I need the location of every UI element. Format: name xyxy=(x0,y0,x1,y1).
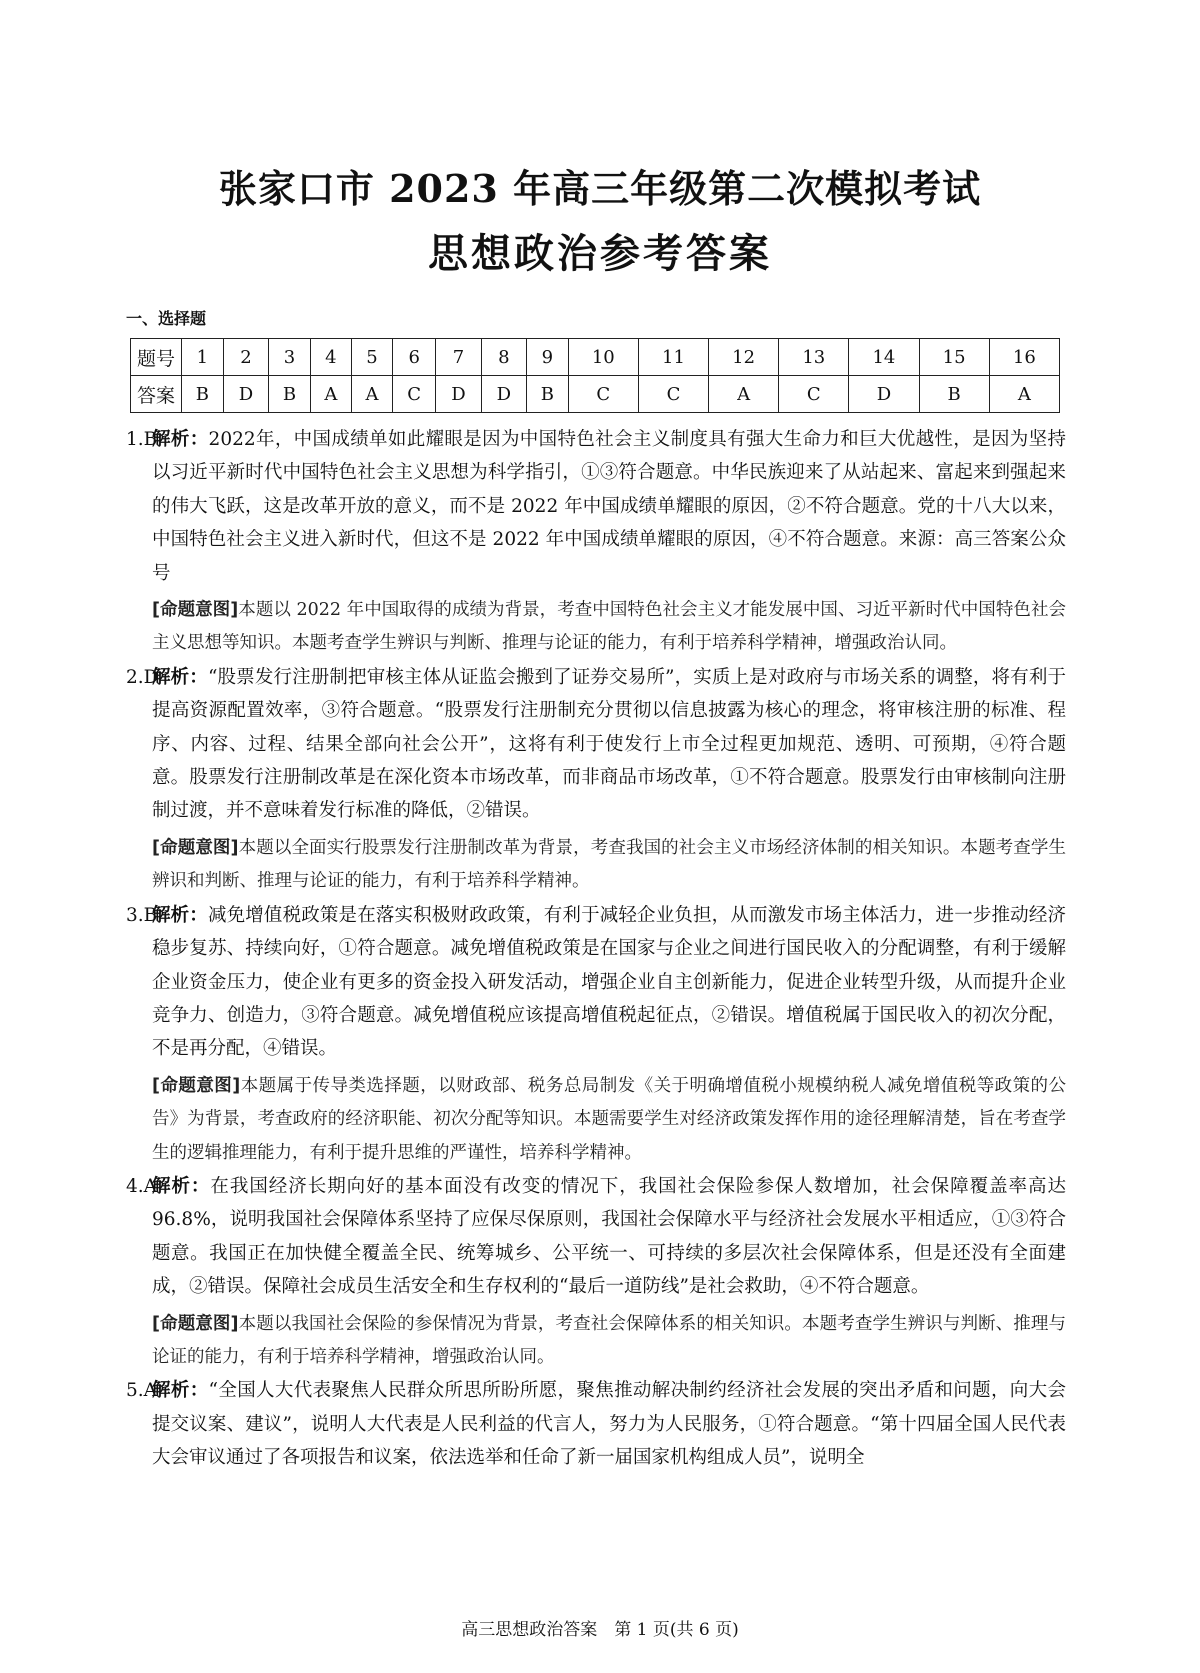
answer-cell: A xyxy=(310,376,351,413)
page-footer: 高三思想政治答案 第 1 页(共 6 页) xyxy=(461,1620,739,1640)
item-number: 5.A xyxy=(126,1380,158,1402)
analysis-label: 解析： xyxy=(152,904,208,926)
answer-cell: D xyxy=(849,376,919,413)
item-number: 1.B xyxy=(126,429,158,450)
analysis-text xyxy=(152,661,1066,828)
question-number: 16 xyxy=(989,339,1059,376)
question-number: 9 xyxy=(526,339,568,376)
answer-cell: C xyxy=(392,376,435,413)
analysis-item xyxy=(126,1170,1066,1304)
answer-cell: D xyxy=(436,376,481,413)
analysis-text xyxy=(152,1170,1066,1304)
question-number: 10 xyxy=(568,339,638,376)
intent-block xyxy=(126,1070,1066,1170)
intent-label: [命题意图] xyxy=(152,600,239,621)
answer-cell: B xyxy=(269,376,311,413)
analysis-label: 解析： xyxy=(152,1380,209,1402)
answer-cell: B xyxy=(919,376,989,413)
question-number: 1 xyxy=(182,339,224,376)
question-number: 6 xyxy=(392,339,435,376)
answer-cell: A xyxy=(989,376,1059,413)
answer-cell: A xyxy=(351,376,392,413)
analysis-text xyxy=(152,899,1066,1066)
intent-label: [命题意图] xyxy=(152,837,239,858)
section-label: 一、选择题 xyxy=(126,309,207,328)
answer-cell: C xyxy=(779,376,849,413)
answer-cell: B xyxy=(526,376,568,413)
question-number: 14 xyxy=(849,339,919,376)
answer-table xyxy=(130,338,1060,413)
question-number: 7 xyxy=(436,339,481,376)
intent-content: 本题以全面实行股票发行注册制改革为背景，考查我国的社会主义市场经济体制的相关知识。本题考查学生辨识和判断、推理与论证的能力，有利于培养科学精神。 xyxy=(152,837,1066,892)
answer-cell: B xyxy=(182,376,224,413)
analysis-content: “全国人大代表聚焦人民群众所思所盼所愿，聚焦推动解决制约经济社会发展的突出矛盾和问题，向大会提交议案、建议”，说明人大代表是人民利益的代言人，努力为人民服务，①符合题意。“第十四届全国人民代表大会审议通过了各项报告和议案，依法选举和任命了新一届国家机构组成人员”，说明全 xyxy=(152,1380,1066,1469)
answer-cell: A xyxy=(709,376,779,413)
intent-block xyxy=(126,1308,1066,1375)
question-number: 11 xyxy=(638,339,708,376)
question-number: 15 xyxy=(919,339,989,376)
question-number: 4 xyxy=(310,339,351,376)
analysis-content: 减免增值税政策是在落实积极财政政策，有利于减轻企业负担，从而激发市场主体活力，进一步推动经济稳步复苏、持续向好，①符合题意。减免增值税政策是在国家与企业之间进行国民收入的分配调整，有利于缓解企业资金压力，使企业有更多的资金投入研发活动，增强企业自主创新能力，促进企业转型升级，从而提升企业竞争力、创造力，③符合题意。减免增值税应该提高增值税起征点，②错误。增值税属于国民收入的初次分配，不是再分配，④错误。 xyxy=(152,904,1066,1060)
intent-content: 本题以 2022 年中国取得的成绩为背景，考查中国特色社会主义才能发展中国、习近平新时代中国特色社会主义思想等知识。本题考查学生辨识与判断、推理与论证的能力，有利于培养科学精神，增强政治认同。 xyxy=(152,600,1066,654)
analysis-label: 解析： xyxy=(152,1175,211,1197)
intent-label: [命题意图] xyxy=(152,1313,239,1334)
analysis-content: 2022年，中国成绩单如此耀眼是因为中国特色社会主义制度具有强大生命力和巨大优越性，是因为坚持以习近平新时代中国特色社会主义思想为科学指引，①③符合题意。中华民族迎来了从站起来、富起来到强起来的伟大飞跃，这是改革开放的意义，而不是 2022 年中国成绩单耀眼的原因，②不符合题意。党的十八大以来，中国特色社会主义进入新时代，但这不是 2022 年中国成绩单耀眼的原因，④不符合题意。来源：高三答案公众号 xyxy=(152,429,1066,584)
intent-content: 本题属于传导类选择题，以财政部、税务总局制发《关于明确增值税小规模纳税人减免增值税等政策的公告》为背景，考查政府的经济职能、初次分配等知识。本题需要学生对经济政策发挥作用的途径理解清楚，旨在考查学生的逻辑推理能力，有利于提升思维的严谨性，培养科学精神。 xyxy=(152,1075,1067,1163)
item-number: 2.D xyxy=(126,666,159,688)
question-number: 12 xyxy=(709,339,779,376)
answer-cell: C xyxy=(638,376,708,413)
analysis-item xyxy=(126,423,1066,590)
answer-cell: D xyxy=(223,376,268,413)
answer-cell: D xyxy=(481,376,526,413)
analysis-label: 解析： xyxy=(152,429,209,450)
question-number: 5 xyxy=(351,339,392,376)
row-label-question: 题号 xyxy=(131,339,182,376)
intent-label: [命题意图] xyxy=(152,1075,241,1096)
analysis-text xyxy=(152,423,1066,590)
question-number-row xyxy=(131,339,1060,376)
answer-cell: C xyxy=(568,376,638,413)
intent-block xyxy=(126,832,1066,899)
exam-subtitle: 思想政治参考答案 xyxy=(428,230,772,277)
item-number: 4.A xyxy=(126,1175,158,1197)
analysis-body xyxy=(126,423,1066,1475)
question-number: 8 xyxy=(481,339,526,376)
row-label-answer: 答案 xyxy=(131,376,182,413)
intent-block xyxy=(126,594,1066,661)
intent-content: 本题以我国社会保险的参保情况为背景，考查社会保障体系的相关知识。本题考查学生辨识与判断、推理与论证的能力，有利于培养科学精神，增强政治认同。 xyxy=(152,1313,1066,1367)
question-number: 13 xyxy=(779,339,849,376)
answer-row xyxy=(131,376,1060,413)
exam-title: 张家口市 2023 年高三年级第二次模拟考试 xyxy=(218,166,982,211)
item-number: 3.B xyxy=(126,904,158,926)
analysis-item xyxy=(126,661,1066,828)
question-number: 2 xyxy=(223,339,268,376)
analysis-item xyxy=(126,1374,1066,1474)
analysis-label: 解析： xyxy=(152,666,208,688)
question-number: 3 xyxy=(269,339,311,376)
analysis-text xyxy=(152,1374,1066,1474)
analysis-content: 在我国经济长期向好的基本面没有改变的情况下，我国社会保险参保人数增加，社会保障覆盖率高达 96.8%，说明我国社会保障体系坚持了应保尽保原则，我国社会保障水平与经济社会发展水平相适应，①③符合题意。我国正在加快健全覆盖全民、统筹城乡、公平统一、可持续的多层次社会保障体系，但是还没有全面建成，②错误。保障社会成员生活安全和生存权利的“最后一道防线”是社会救助，④不符合题意。 xyxy=(152,1175,1066,1298)
analysis-content: “股票发行注册制把审核主体从证监会搬到了证券交易所”，实质上是对政府与市场关系的调整，将有利于提高资源配置效率，③符合题意。“股票发行注册制充分贯彻以信息披露为核心的理念，将审核注册的标准、程序、内容、过程、结果全部向社会公开”，这将有利于使发行上市全过程更加规范、透明、可预期，④符合题意。股票发行注册制改革是在深化资本市场改革，而非商品市场改革，①不符合题意。股票发行由审核制向注册制过渡，并不意味着发行标准的降低，②错误。 xyxy=(152,666,1066,822)
analysis-item xyxy=(126,899,1066,1066)
